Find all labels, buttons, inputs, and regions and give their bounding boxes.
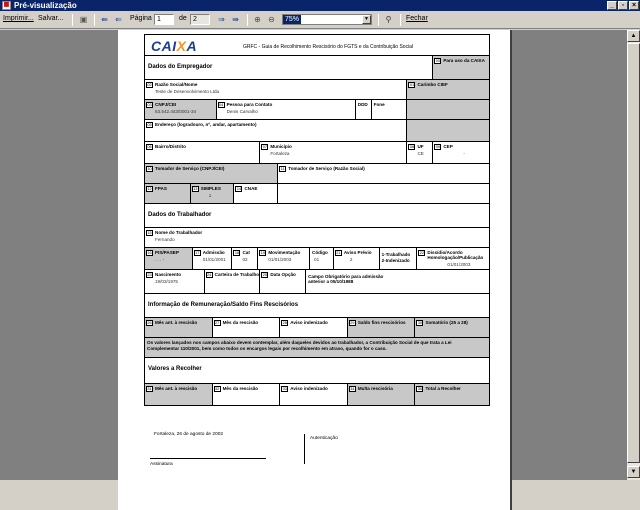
preview-app-icon: ▦: [3, 2, 10, 8]
field-number: 34: [350, 387, 355, 391]
field-label: FPAS: [155, 186, 167, 191]
field-number: 15: [147, 231, 152, 235]
field-label: CNPJ/CEI: [155, 102, 177, 107]
field-number: 24: [207, 273, 212, 277]
prev-page-icon[interactable]: ⇐: [115, 15, 122, 24]
field-number: 11: [280, 167, 285, 171]
field-label: Aviso indenizado: [290, 386, 328, 391]
field-number: 28: [282, 321, 287, 325]
signature-label: Assinatura: [150, 462, 173, 467]
field-label: Mês da rescisão: [222, 320, 259, 325]
field-number: 27: [214, 321, 220, 325]
field-label: 1-Trabalhado: [381, 252, 411, 257]
scroll-thumb[interactable]: [627, 43, 640, 463]
field-label: Somatório (25 a 28): [425, 320, 468, 325]
field-label: Data Opção: [270, 272, 296, 277]
tree-icon[interactable]: ⚲: [385, 15, 392, 24]
field-number: 22: [419, 251, 425, 255]
field-value: 19/03/1975: [155, 279, 178, 284]
vertical-scrollbar[interactable]: [627, 30, 640, 480]
field-label: UF: [417, 144, 424, 149]
caixa-logo: CAIXA: [151, 38, 198, 54]
notice-text: Os valores lançados nos campos abaixo devem contemplar, além daqueles devidos ao trabalhador, a Contribuição Social de que trata a Lei Complementar 110/2001, bem como todos os encargos legais por recolhimento em atraso, quando for o caso.: [147, 340, 452, 351]
field-number: 25: [262, 273, 267, 277]
field-label: Nome do Trabalhador: [155, 230, 203, 235]
section-worker: Dados do Trabalhador: [148, 212, 212, 218]
zoom-out-icon[interactable]: ⊖: [268, 15, 275, 24]
field-label: Endereço (logradouro, nº, andar, apartamento): [155, 122, 257, 127]
section-remuneration: Informação de Remuneração/Saldo Fins Rescisórios: [148, 302, 299, 308]
preview-viewport: [0, 30, 627, 480]
field-label: 2-Indenizado: [381, 258, 410, 263]
field-label: Razão Social/Nome: [155, 82, 198, 87]
field-label: Cat: [242, 250, 250, 255]
field-number: 33: [282, 387, 287, 391]
last-page-icon[interactable]: ⇛: [232, 15, 239, 24]
field-number: 07: [262, 145, 267, 149]
field-label: Dissídio/Acordo Homologação/Publicação: [427, 250, 484, 260]
field-number: 05: [147, 123, 152, 127]
auth-label: Autenticação: [310, 436, 338, 441]
signature-line: [150, 458, 266, 459]
field-label: Aviso indenizado: [290, 320, 328, 325]
printer-setup-icon[interactable]: ▣: [79, 15, 88, 24]
field-value: -: [463, 151, 465, 156]
next-page-icon[interactable]: ⇒: [218, 15, 225, 24]
field-label: Carteira de Trabalho: [214, 272, 260, 277]
field-number: 10: [147, 167, 152, 171]
field-number: 09: [435, 145, 440, 149]
field-value: Denis Carvalho: [226, 109, 258, 114]
page-label: Página: [130, 15, 152, 22]
form-title: GRFC - Guia de Recolhimento Rescisório do FGTS e da Contribuição Social: [243, 44, 414, 50]
field-label: PIS/PASEP: [155, 250, 179, 255]
field-number: 04: [218, 103, 224, 107]
field-label: Fone: [373, 102, 385, 107]
close-window-button[interactable]: ×: [629, 1, 639, 10]
field-label: Multa rescisória: [357, 386, 393, 391]
section-employer: Dados do Empregador: [148, 64, 213, 70]
print-button[interactable]: Imprimir...: [3, 15, 34, 22]
field-number: 21: [336, 251, 341, 255]
field-number: 18: [234, 251, 240, 255]
field-number: 26: [147, 321, 152, 325]
field-number: 32: [214, 387, 220, 391]
field-value: Fortaleza: [270, 151, 290, 156]
save-button[interactable]: Salvar...: [38, 15, 64, 22]
field-label: Carimbo CIEF: [417, 82, 448, 87]
field-label: Pessoa para Contato: [226, 102, 273, 107]
field-value: 01/01/2003: [268, 257, 292, 262]
field-number: 00: [435, 59, 440, 63]
field-label: Para uso da CAIXA: [443, 58, 485, 63]
zoom-value: 75%: [285, 16, 300, 23]
field-label: Tomador de Serviço (CNPJ/CEI): [155, 166, 225, 171]
field-number: 35: [417, 387, 423, 391]
field-label: Mês da rescisão: [222, 386, 259, 391]
minimize-button[interactable]: _: [607, 1, 617, 10]
chevron-down-icon[interactable]: ▼: [362, 15, 371, 24]
field-number: 01: [409, 83, 415, 87]
city-date: Fortaleza, 26 de agosto de 2002: [154, 432, 224, 437]
field-value: CE: [417, 151, 424, 156]
field-value: Fernando: [155, 237, 175, 242]
field-label: DDD: [357, 102, 368, 107]
total-pages-field: 2: [190, 14, 210, 25]
field-number: 08: [409, 145, 415, 149]
field-label: Total a Recolher: [425, 386, 461, 391]
field-label: Tomador de Serviço (Razão Social): [288, 166, 365, 171]
field-value: 02: [242, 257, 248, 262]
field-label: Aviso Prévio: [343, 250, 372, 255]
field-label: Nascimento: [155, 272, 182, 277]
field-label: Mês ant. à rescisão: [155, 386, 198, 391]
field-label: Admissão: [202, 250, 225, 255]
toolbar: [0, 11, 640, 29]
field-label: CNAE: [244, 186, 258, 191]
field-value: . . . -: [155, 257, 165, 262]
field-number: 02: [147, 83, 152, 87]
field-number: 13: [193, 187, 198, 191]
field-number: 03: [147, 103, 152, 107]
of-label: de: [179, 15, 187, 22]
field-value: 01: [314, 257, 320, 262]
close-button[interactable]: Fechar: [406, 15, 428, 22]
field-value: 01/01/2003: [447, 262, 471, 267]
field-value: 01/01/2001: [202, 257, 226, 262]
maximize-button[interactable]: ▫: [618, 1, 628, 10]
zoom-select[interactable]: [282, 14, 372, 25]
field-number: 31: [147, 387, 152, 391]
field-label: Bairro/Distrito: [155, 144, 186, 149]
scroll-down-icon[interactable]: ▼: [627, 466, 640, 478]
field-label: CEP: [443, 144, 453, 149]
field-label: Movimentação: [268, 250, 301, 255]
zoom-in-icon[interactable]: ⊕: [254, 15, 261, 24]
field-number: 19: [260, 251, 265, 255]
razao-social-value: Teste de Desenvolvimento Ltda: [155, 89, 220, 94]
field-number: 30: [417, 321, 423, 325]
field-number: 14: [236, 187, 242, 191]
field-number: 16: [147, 251, 152, 255]
field-number: 17: [195, 251, 200, 255]
section-collect: Valores a Recolher: [148, 366, 202, 372]
footer-divider: [304, 434, 305, 464]
page-number-input[interactable]: 1: [154, 14, 174, 25]
scroll-up-icon[interactable]: ▲: [627, 30, 640, 42]
first-page-icon[interactable]: ⇚: [101, 15, 108, 24]
field-number: 23: [147, 273, 152, 277]
field-number: 06: [147, 145, 152, 149]
document-page: [118, 30, 510, 510]
field-number: 12: [147, 187, 152, 191]
title-bar: [0, 0, 640, 11]
field-label: SIMPLES: [200, 186, 221, 191]
field-label: Código: [312, 250, 328, 255]
cnpj-value: 63.542.443/0001-34: [155, 109, 197, 114]
field-label: Saldo fins rescisórios: [357, 320, 406, 325]
field-value: 1: [208, 193, 212, 198]
field-label: Mês ant. à rescisão: [155, 320, 198, 325]
field-value: 2: [349, 257, 353, 262]
field-label: Município: [270, 144, 292, 149]
window-title: Pré-visualização: [14, 1, 77, 10]
field-number: 29: [350, 321, 355, 325]
field-label: Campo Obrigatório para admissão anterior a 05/10/1988: [308, 274, 384, 284]
